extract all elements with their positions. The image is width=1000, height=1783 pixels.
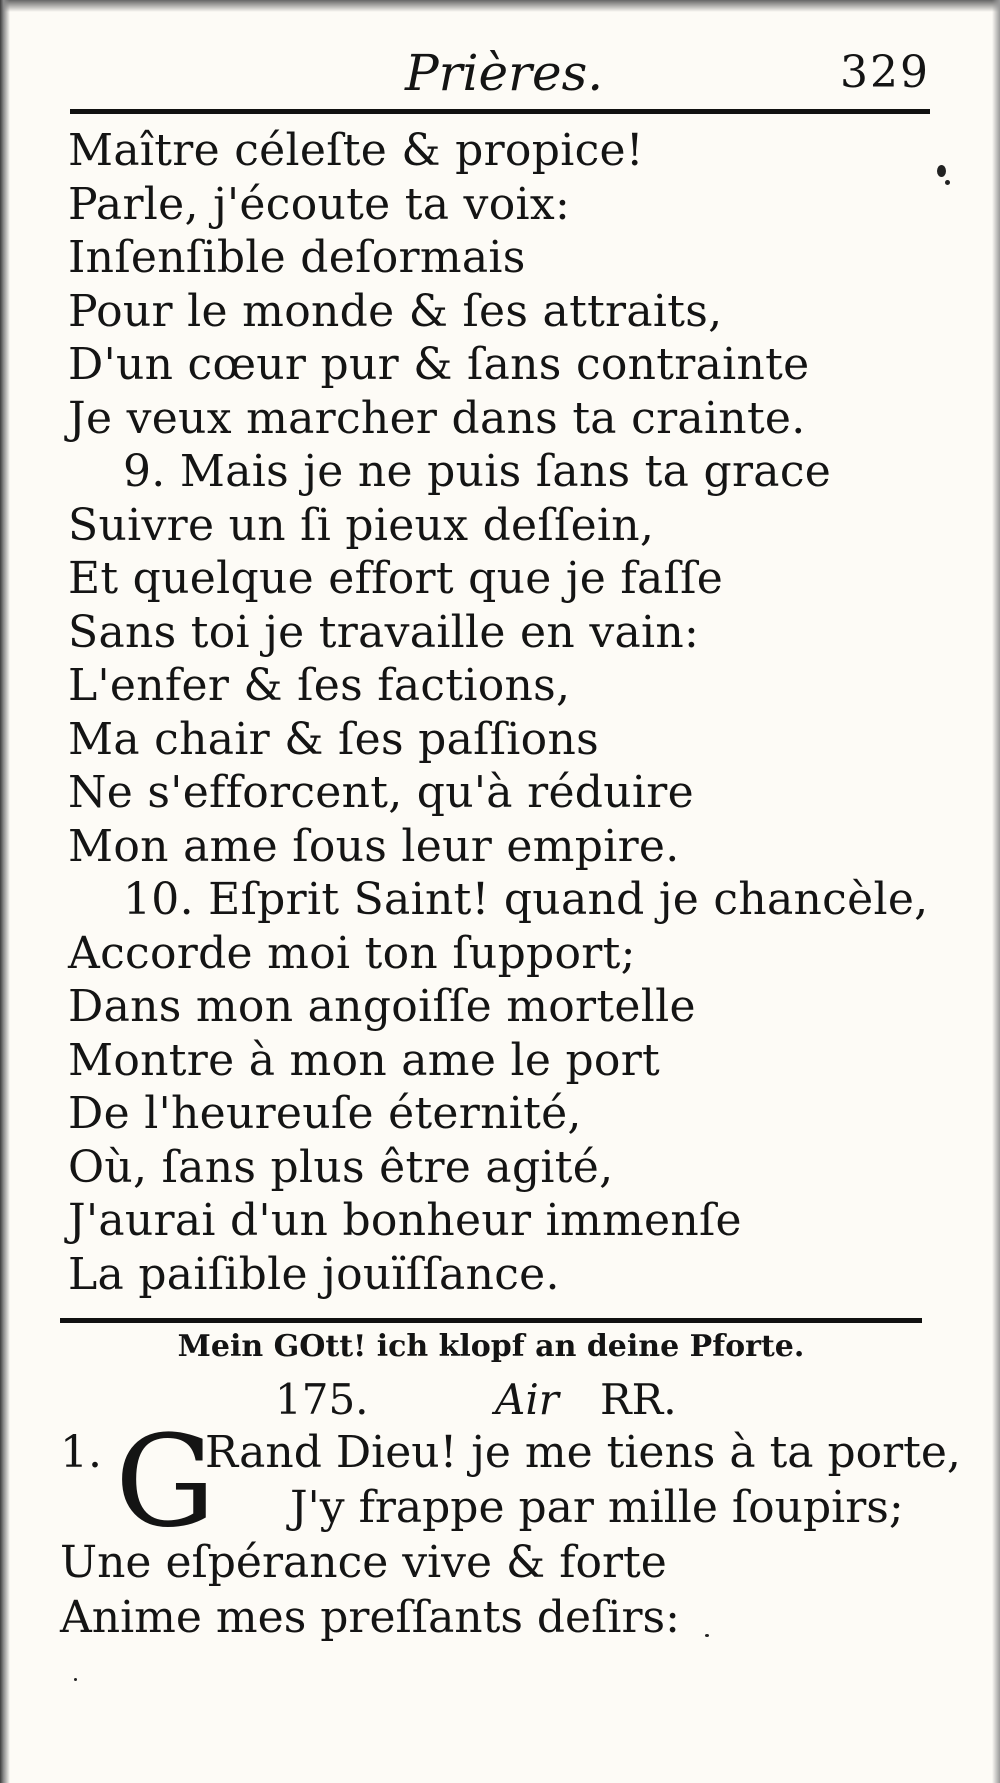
page-top-edge-shadow	[0, 0, 1000, 12]
ink-speck	[945, 180, 950, 185]
verse-line: De l'heureuſe éternité,	[68, 1088, 582, 1139]
hymn-second-line: J'y frappe par mille ſoupirs;	[290, 1482, 904, 1533]
air-label: Air	[495, 1375, 559, 1424]
verse-line: Ne s'efforcent, qu'à réduire	[68, 767, 694, 818]
verse-line: Montre à mon ame le port	[68, 1034, 661, 1086]
running-head	[70, 35, 930, 105]
ink-speck	[705, 1634, 709, 1637]
page-left-edge-shadow	[0, 0, 10, 1783]
verse-line: Suivre un ſi pieux deſſein,	[68, 499, 655, 551]
verse-line: D'un cœur pur & ſans contrainte	[68, 339, 810, 390]
verse-line: Pour le monde & ſes attraits,	[68, 285, 723, 337]
verse-line: Dans mon angoiſſe mortelle	[68, 981, 696, 1032]
hymn-third-line: Une eſpérance vive & forte	[60, 1537, 667, 1588]
drop-cap: G	[115, 1408, 216, 1555]
verse-line: Parle, j'écoute ta voix:	[68, 178, 571, 230]
page-right-edge-shadow	[992, 0, 1000, 1783]
verse-line: La paiſible jouïſſance.	[68, 1248, 560, 1300]
verse-line: Maître céleſte & propice!	[68, 125, 644, 176]
air-code: RR.	[600, 1375, 677, 1424]
verse-line: Où, ſans plus être agité,	[68, 1141, 614, 1193]
verse-line: Mon ame ſous leur empire.	[68, 820, 680, 872]
verse-block	[68, 124, 968, 1301]
verse-line: L'enfer & ſes factions,	[68, 660, 571, 711]
ink-speck	[937, 165, 946, 177]
stanza-10-first-line: 10. Eſprit Saint! quand je chancèle,	[123, 874, 929, 925]
section-rule	[60, 1318, 922, 1323]
hymn-first-line: Rand Dieu! je me tiens à ta porte,	[205, 1427, 961, 1478]
page-number: 329	[840, 47, 930, 98]
running-title: Prières.	[405, 44, 604, 102]
hymn-fourth-line: Anime mes preſſants deſirs:	[60, 1592, 680, 1643]
melody-title: Mein GOtt! ich klopf an deine Pforte.	[177, 1329, 805, 1364]
stanza-number: 1.	[60, 1427, 102, 1478]
header-rule	[70, 109, 930, 114]
verse-line: Et quelque effort que je faſſe	[68, 553, 724, 604]
verse-line: Inſenſible deſormais	[68, 232, 526, 283]
stanza-9-first-line: 9. Mais je ne puis ſans ta grace	[123, 446, 832, 497]
verse-line: Je veux marcher dans ta crainte.	[68, 392, 806, 444]
verse-line: J'aurai d'un bonheur immenſe	[68, 1195, 742, 1246]
hymn-number: 175.	[275, 1375, 369, 1424]
verse-line: Ma chair & ſes paſſions	[68, 713, 599, 765]
verse-line: Accorde moi ton ſupport;	[68, 927, 636, 979]
hymn-stanza-1	[60, 1408, 961, 1665]
verse-line: Sans toi je travaille en vain:	[68, 606, 700, 658]
ink-speck	[74, 1678, 77, 1681]
